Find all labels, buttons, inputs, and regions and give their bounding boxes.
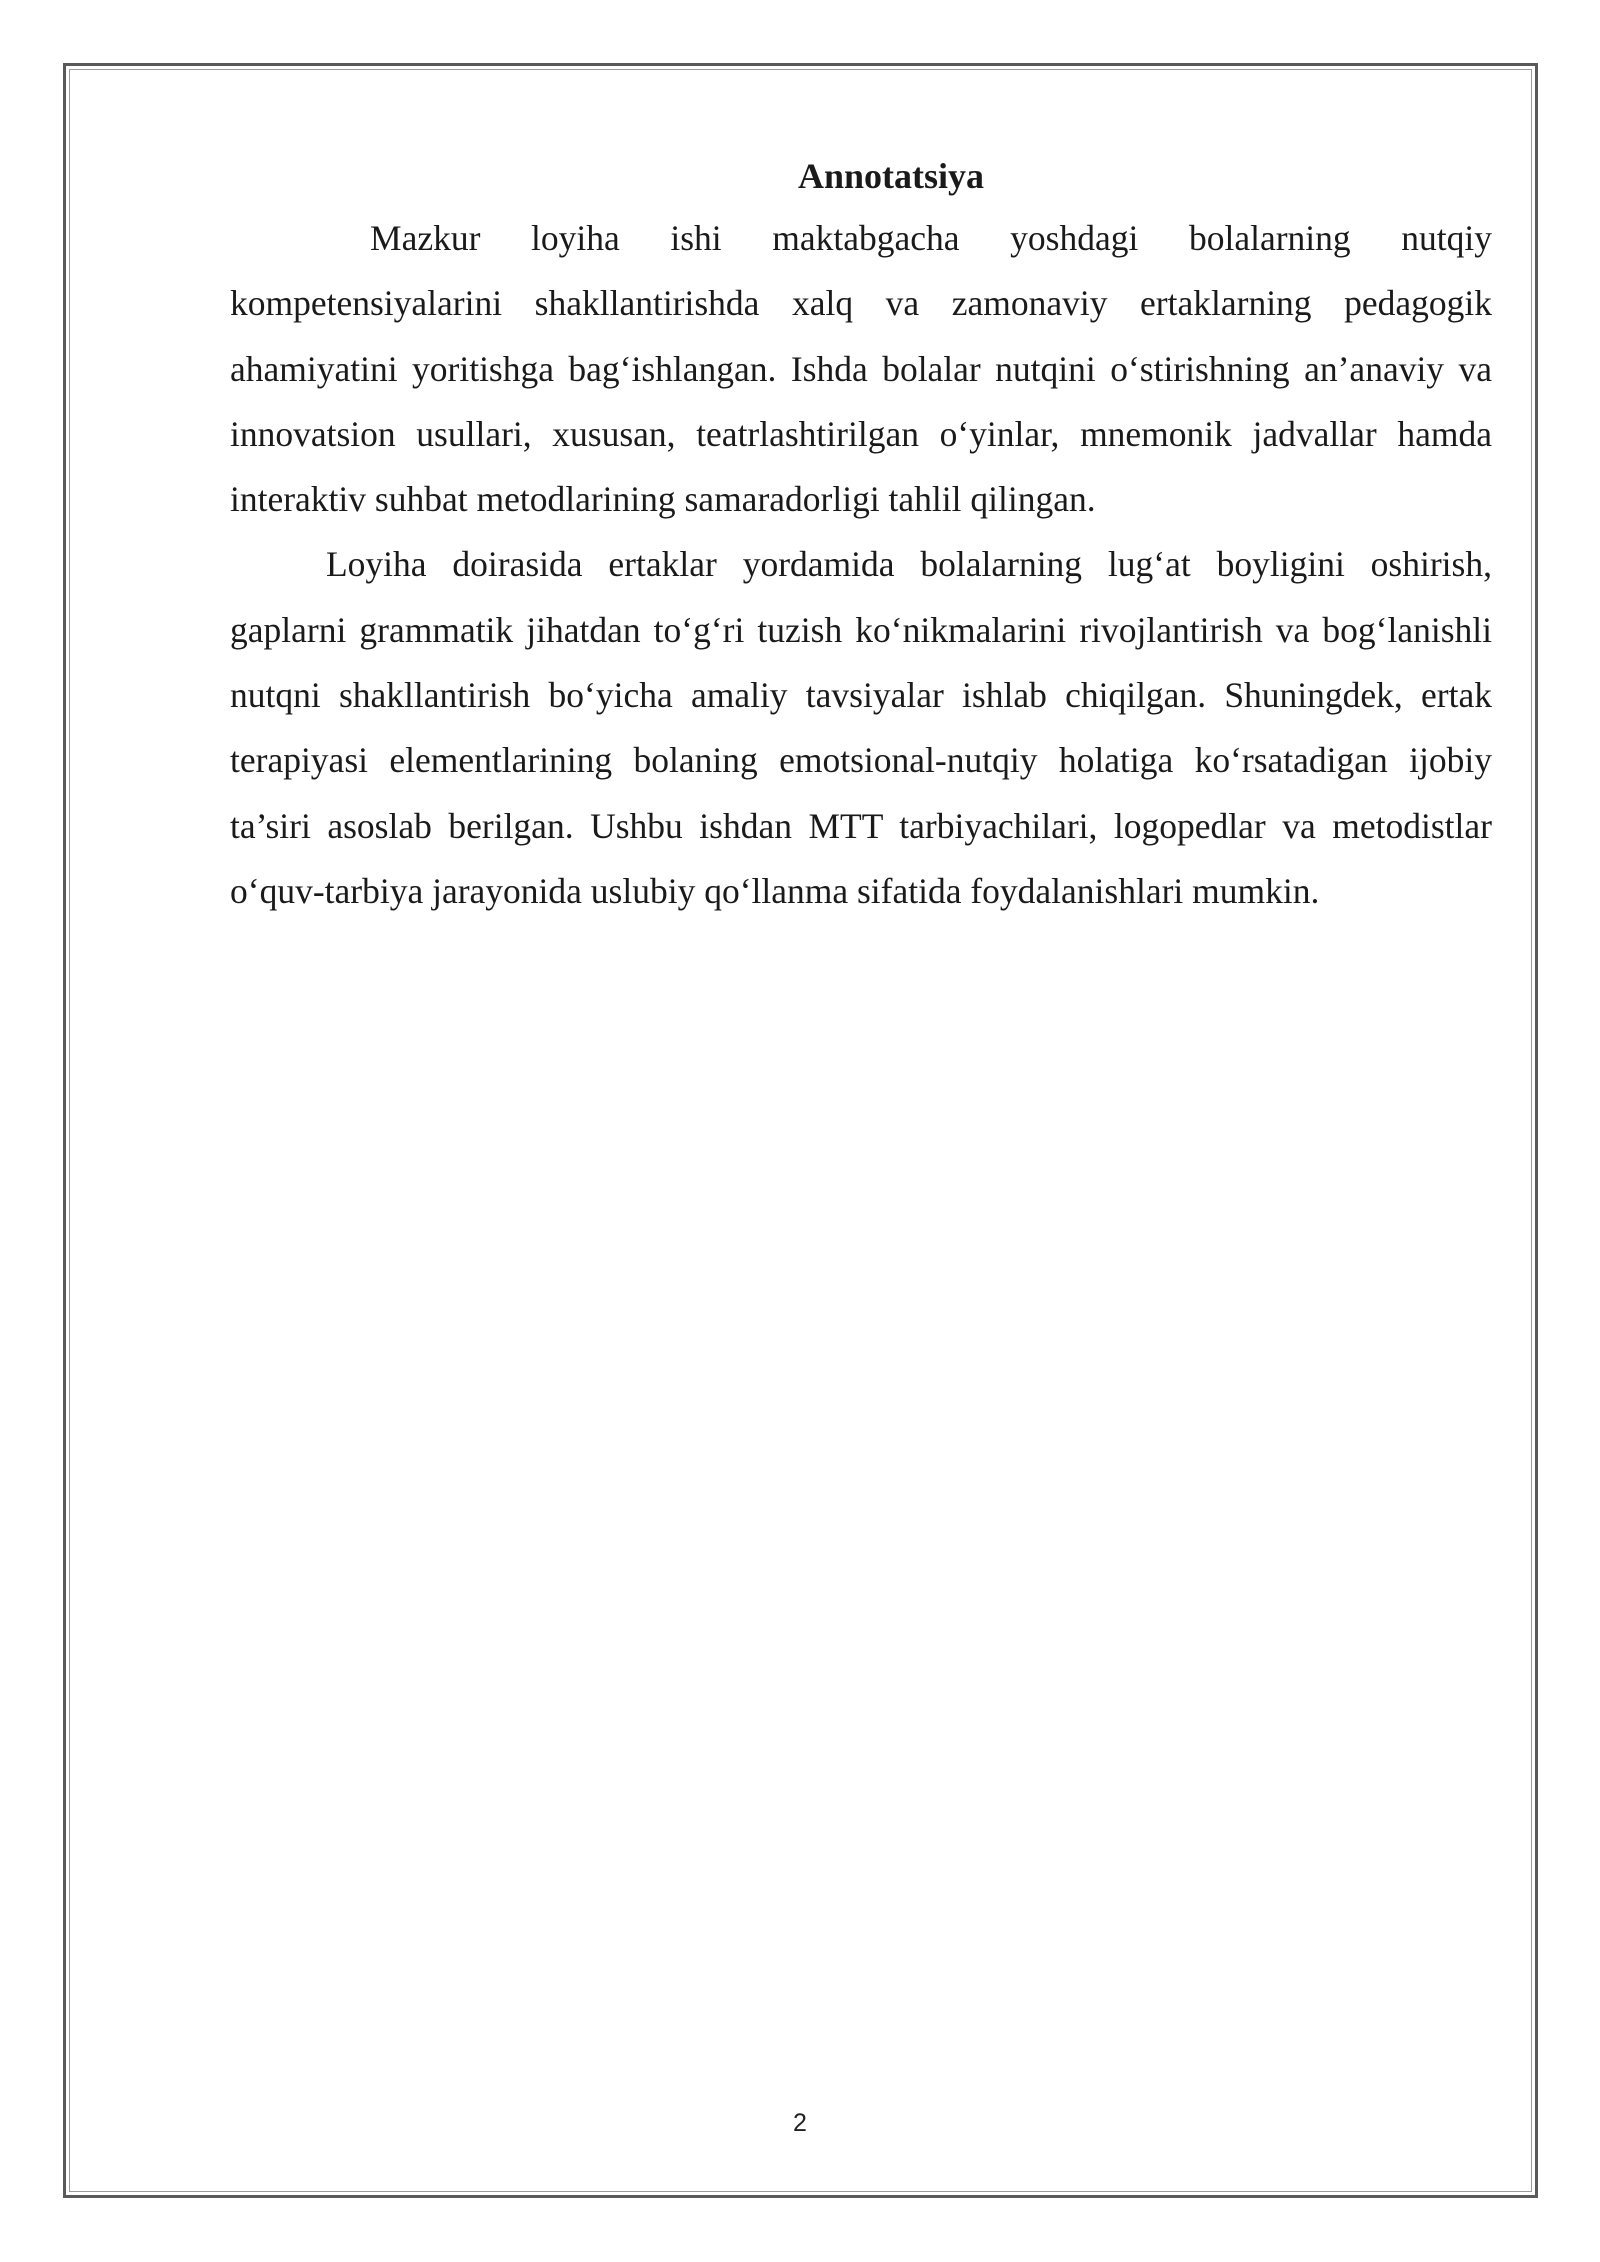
page-title: Annotatsiya [797, 156, 985, 196]
paragraph-1: Mazkur loyiha ishi maktabgacha yoshdagi bolalarning nutqiy kompetensiyalarini shakllantirishda xalq va zamonaviy ertaklarning pedagogik ahamiyatini yoritishga bag‘ishlangan. Ishda bolalar nutqini o‘stirishning an’anaviy va innovatsion usullari, xususan, teatrlashtirilgan o‘yinlar, mnemonik jadvallar hamda interaktiv suhbat metodlarining samaradorligi tahlil qilingan. [230, 218, 1492, 520]
page-number: 2 [793, 2109, 807, 2137]
document-body [230, 150, 1492, 924]
paragraph-2: Loyiha doirasida ertaklar yordamida bolalarning lug‘at boyligini oshirish, gaplarni grammatik jihatdan to‘g‘ri tuzish ko‘nikmalarini rivojlantirish va bog‘lanishli nutqni shakllantirish bo‘yicha amaliy tavsiyalar ishlab chiqilgan. Shuningdek, ertak terapiyasi elementlarining bolaning emotsional-nutqiy holatiga ko‘rsatadigan ijobiy ta’siri asoslab berilgan. Ushbu ishdan MTT tarbiyachilari, logopedlar va metodistlar o‘quv-tarbiya jarayonida uslubiy qo‘llanma sifatida foydalanishlari mumkin. [230, 544, 1492, 911]
